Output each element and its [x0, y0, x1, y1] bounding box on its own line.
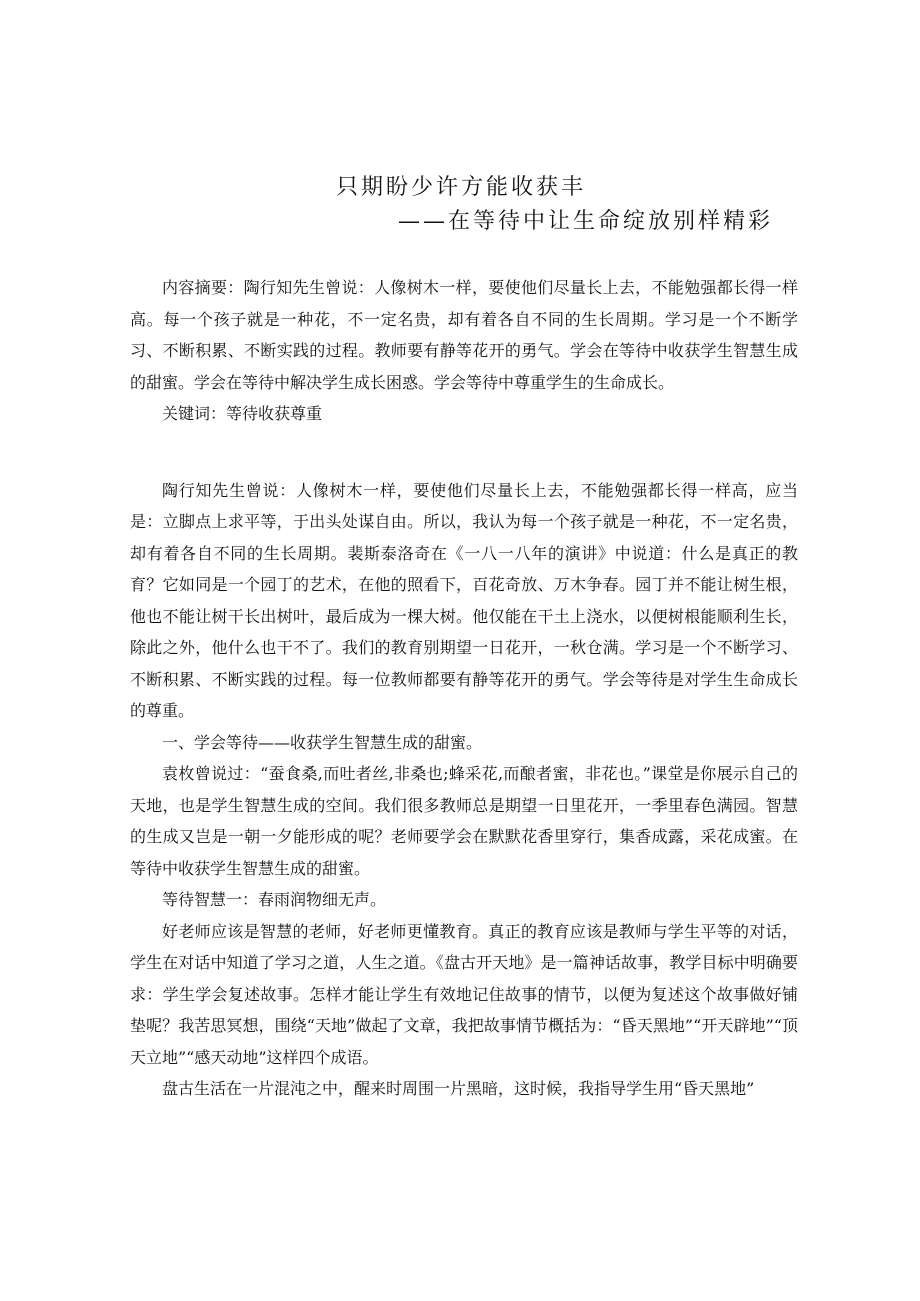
- section-heading: 一、学会等待——收获学生智慧生成的甜蜜。: [162, 732, 483, 752]
- section-gap: [130, 430, 798, 475]
- body-paragraph: 陶行知先生曾说：人像树木一样，要使他们尽量长上去，不能勉强都长得一样高，应当是：立脚点上求平等，于出头处谋自由。所以，我认为每一个孩子就是一种花，不一定名贵，却有着各自不同的生长周期。裴斯泰洛奇在《一八一八年的演讲》中说道：什么是真正的教育？它如同是一个园丁的艺术，在他的照看下，百花奇放、万木争春。园丁并不能让树生根，他也不能让树干长出树叶，最后成为一棵大树。他仅能在干土上浇水，以便树根能顺利生长，除此之外，他什么也干不了。我们的教育别期望一日花开，一秋仓满。学习是一个不断学习、不断积累、不断实践的过程。每一位教师都要有静等花开的勇气。学会等待是对学生生命成长的尊重。: [130, 480, 798, 720]
- subsection-heading: 等待智慧一：春雨润物细无声。: [162, 890, 387, 909]
- body-paragraph: 好老师应该是智慧的老师，好老师更懂教育。真正的教育应该是教师与学生平等的对话，学生在对话中知道了学习之道，人生之道。《盘古开天地》是一篇神话故事，教学目标中明确要求：学生学会复述故事。怎样才能让学生有效地记住故事的情节，以便为复述这个故事做好铺垫呢？我苦思冥想，围绕“天地”做起了文章，我把故事情节概括为：“昏天黑地”“开天辟地”“顶天立地”“感天动地”这样四个成语。: [130, 921, 798, 1067]
- document-title: 只期盼少许方能收获丰: [336, 175, 587, 200]
- body-paragraph: 袁枚曾说过：“蚕食桑,而吐者丝,非桑也;蜂采花,而酿者蜜，非花也。”课堂是你展示自己的天地，也是学生智慧生成的空间。我们很多教师总是期望一日里花开，一季里春色满园。智慧的生成又岂是一朝一夕能形成的呢？老师要学会在默默花香里穿行，集香成露，采花成蜜。在等待中收获学生智慧生成的甜蜜。: [130, 764, 798, 878]
- document-subtitle: ——在等待中让生命绽放别样精彩: [398, 209, 774, 234]
- body-paragraph: 盘古生活在一片混沌之中，醒来时周围一片黑暗，这时候，我指导学生用“昏天黑地”: [162, 1079, 755, 1098]
- abstract-paragraph: 内容摘要：陶行知先生曾说：人像树木一样，要使他们尽量长上去，不能勉强都长得一样高。每一个孩子就是一种花，不一定名贵，却有着各自不同的生长周期。学习是一个不断学习、不断积累、不断实践的过程。教师要有静等花开的勇气。学会在等待中收获学生智慧生成的甜蜜。学会在等待中解决学生成长困惑。学会等待中尊重学生的生命成长。: [130, 278, 798, 392]
- document-body: [130, 272, 798, 1105]
- keywords-line: 关键词：等待收获尊重: [162, 404, 323, 423]
